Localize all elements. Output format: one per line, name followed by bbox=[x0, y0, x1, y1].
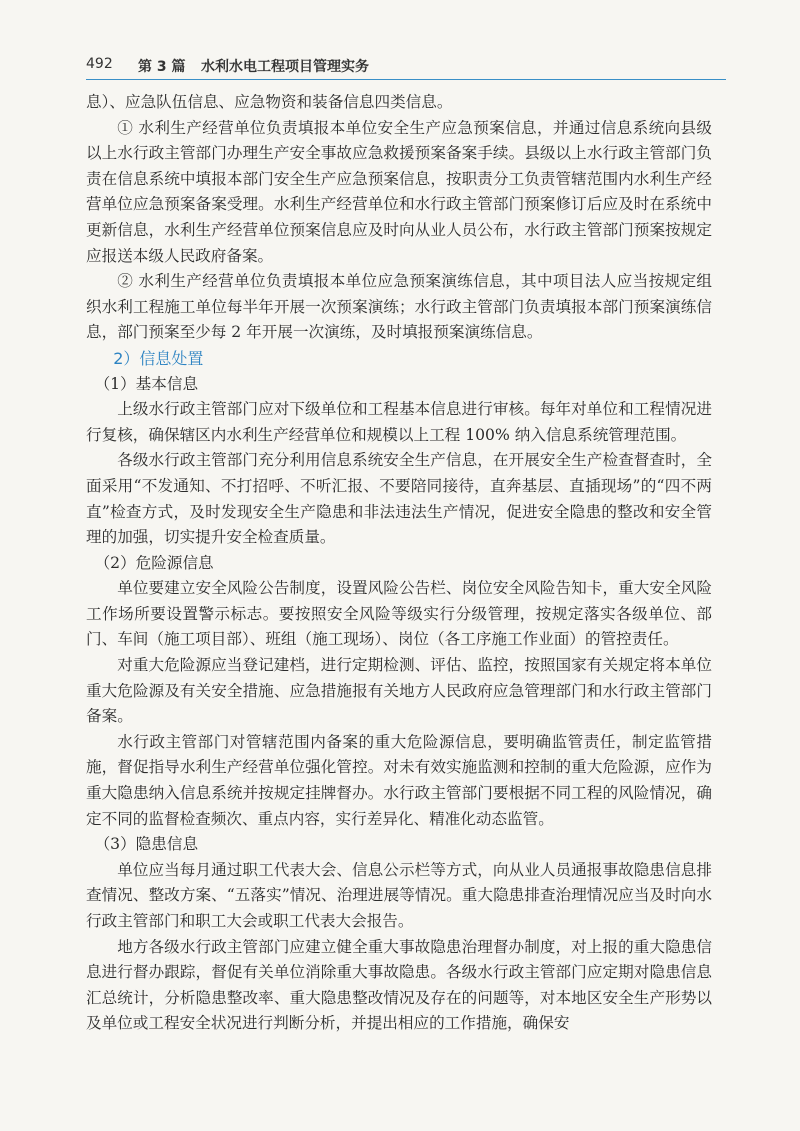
subsection-heading: （1）基本信息 bbox=[94, 374, 199, 393]
paragraph: 单位要建立安全风险公告制度，设置风险公告栏、岗位安全风险告知卡，重大安全风险工作场所要设置警示标志。要按照安全风险等级实行分级管理，按规定落实各级单位、部门、车间（施工项目部）、班组（施工现场）、岗位（各工序施工作业面）的管控责任。 bbox=[86, 579, 712, 649]
paragraph: 息）、应急队伍信息、应急物资和装备信息四类信息。 bbox=[86, 93, 453, 111]
header-rule bbox=[86, 79, 726, 80]
paragraph: 上级水行政主管部门应对下级单位和工程基本信息进行审核。每年对单位和工程情况进行复核，确保辖区内水利生产经营单位和规模以上工程 100% 纳入信息系统管理范围。 bbox=[86, 400, 712, 444]
paragraph: ① 水利生产经营单位负责填报本单位安全生产应急预案信息，并通过信息系统向县级以上水行政主管部门办理生产安全事故应急救援预案备案手续。县级以上水行政主管部门负责在信息系统中填报本部门安全生产应急预案信息，按职责分工负责管辖范围内水利生产经营单位应急预案备案受理。水利生产经营单位和水行政主管部门预案修订后应及时在系统中更新信息，水利生产经营单位预案信息应及时向从业人员公布，水行政主管部门预案按规定应报送本级人民政府备案。 bbox=[86, 118, 712, 265]
paragraph: 对重大危险源应当登记建档，进行定期检测、评估、监控，按照国家有关规定将本单位重大危险源及有关安全措施、应急措施报有关地方人民政府应急管理部门和水行政主管部门备案。 bbox=[86, 656, 712, 726]
body-text bbox=[86, 90, 712, 1037]
book-title: 水利水电工程项目管理实务 bbox=[201, 59, 369, 75]
paragraph: 单位应当每月通过职工代表大会、信息公示栏等方式，向从业人员通报事故隐患信息排查情况、整改方案、“五落实”情况、治理进展等情况。重大隐患排查治理情况应当及时向水行政主管部门和职工大会或职工代表大会报告。 bbox=[86, 860, 712, 930]
page-number: 492 bbox=[86, 56, 113, 72]
running-header bbox=[86, 52, 726, 78]
section-heading: 2）信息处置 bbox=[113, 348, 204, 368]
paragraph: 各级水行政主管部门充分利用信息系统安全生产信息，在开展安全生产检查督查时，全面采用“不发通知、不打招呼、不听汇报、不要陪同接待，直奔基层、直插现场”的“四不两直”检查方式，及时发现安全生产隐患和非法违法生产情况，促进安全隐患的整改和安全管理的加强，切实提升安全检查质量。 bbox=[86, 451, 712, 547]
subsection-heading: （2）危险源信息 bbox=[94, 553, 214, 572]
subsection-heading: （3）隐患信息 bbox=[94, 835, 199, 854]
paragraph: 地方各级水行政主管部门应建立健全重大事故隐患治理督办制度，对上报的重大隐患信息进行督办跟踪，督促有关单位消除重大事故隐患。各级水行政主管部门应定期对隐患信息汇总统计，分析隐患整改率、重大隐患整改情况及存在的问题等，对本地区安全生产形势以及单位或工程安全状况进行判断分析，并提出相应的工作措施，确保安 bbox=[86, 937, 712, 1033]
paragraph: 水行政主管部门对管辖范围内备案的重大危险源信息，要明确监管责任，制定监管措施，督促指导水利生产经营单位强化管控。对未有效实施监测和控制的重大危险源，应作为重大隐患纳入信息系统并按规定挂牌督办。水行政主管部门要根据不同工程的风险情况，确定不同的监督检查频次、重点内容，实行差异化、精准化动态监管。 bbox=[86, 732, 712, 828]
paragraph: ② 水利生产经营单位负责填报本单位应急预案演练信息，其中项目法人应当按规定组织水利工程施工单位每半年开展一次预案演练；水行政主管部门负责填报本部门预案演练信息，部门预案至少每 2 年开展一次演练，及时填报预案演练信息。 bbox=[86, 272, 712, 342]
part-label: 第 3 篇 bbox=[138, 59, 186, 75]
